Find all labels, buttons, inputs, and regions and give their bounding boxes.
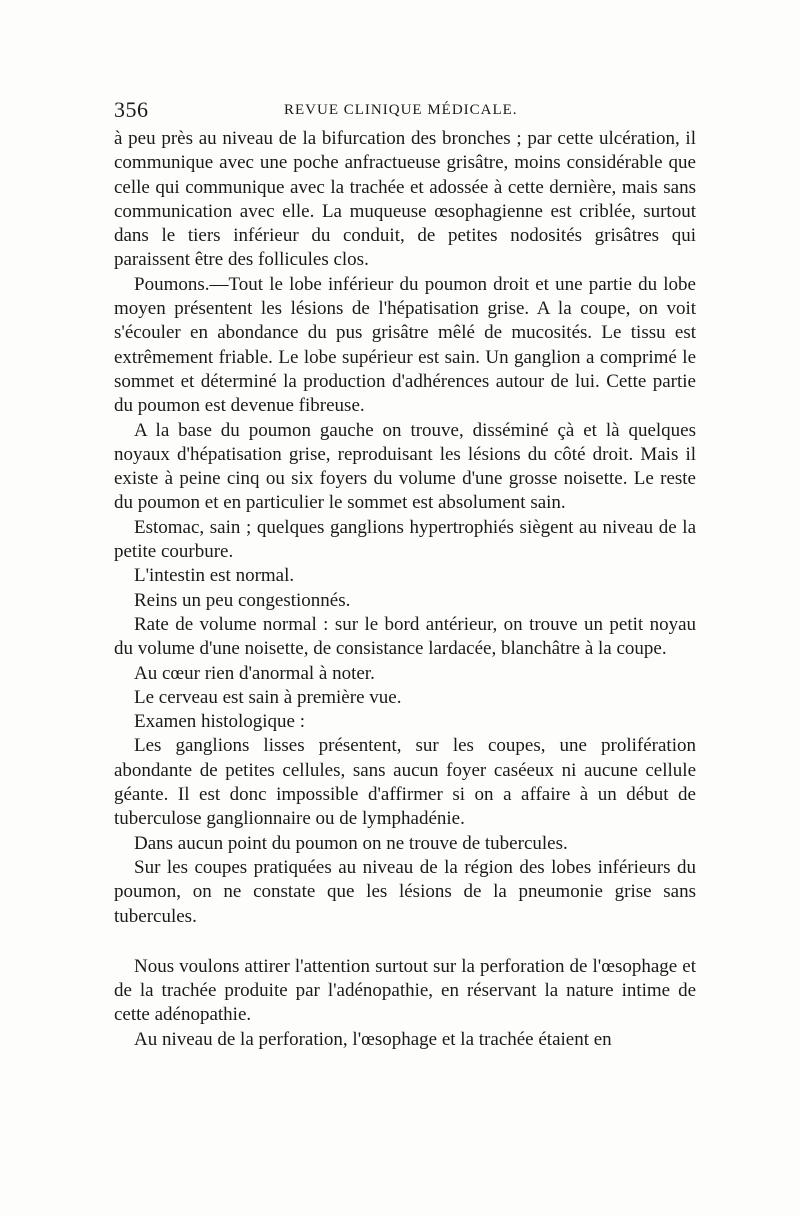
paragraph-rate: Rate de volume normal : sur le bord antérieur, on trouve un petit noyau du volume d'une noisette, de consistance lardacée, blanchâtre à la coupe. <box>114 613 696 660</box>
page-number: 356 <box>114 97 149 122</box>
paragraph-ganglions: Les ganglions lisses présentent, sur les coupes, une prolifération abondante de petites cellules, sans aucun foyer caséeux ni aucune cellule géante. Il est donc impossible d'affirmer si on a affaire à un début de tuberculose ganglionnaire ou de lymphadénie. <box>114 735 696 830</box>
paragraph-poumons: Poumons.—Tout le lobe inférieur du poumon droit et une partie du lobe moyen présentent les lésions de l'hépatisation grise. A la coupe, on voit s'écouler en abondance du pus grisâtre mêlé de mucosités. Le tissu est extrêmement friable. Le lobe supérieur est sain. Un ganglion a comprimé le sommet et déterminé la production d'adhérences autour de lui. Cette partie du poumon est devenue fibreuse. <box>114 273 696 417</box>
paragraph-perforation: Au niveau de la perforation, l'œsophage et la trachée étaient en <box>134 1028 612 1050</box>
paragraph-estomac: Estomac, sain ; quelques ganglions hypertrophiés siègent au niveau de la petite courbure. <box>114 516 696 563</box>
paragraph-cerveau: Le cerveau est sain à première vue. <box>134 686 402 708</box>
paragraph-poumon-gauche: A la base du poumon gauche on trouve, disséminé çà et là quelques noyaux d'hépatisation grise, reproduisant les lésions du côté droit. Mais il existe à peine cinq ou six foyers du volume d'une grosse noisette. Le reste du poumon et en particulier le sommet est absolument sain. <box>114 419 696 514</box>
paragraph-examen-heading: Examen histologique : <box>134 711 305 733</box>
paragraph-continuation: à peu près au niveau de la bifurcation des bronches ; par cette ulcération, il communique avec une poche anfractueuse grisâtre, moins considérable que celle qui communique avec la trachée et adossée à cette dernière, mais sans communication avec elle. La muqueuse œsophagienne est criblée, surtout dans le tiers inférieur du conduit, de petites nodosités grisâtres qui paraissent être des follicules clos. <box>114 128 696 271</box>
body-text <box>114 127 696 1052</box>
paragraph-tubercules: Dans aucun point du poumon on ne trouve de tubercules. <box>134 832 568 854</box>
page-header <box>114 97 694 125</box>
paragraph-coupes: Sur les coupes pratiquées au niveau de la région des lobes inférieurs du poumon, on ne constate que les lésions de la pneumonie grise sans tubercules. <box>114 856 696 927</box>
paragraph-attention: Nous voulons attirer l'attention surtout sur la perforation de l'œsophage et de la trachée produite par l'adénopathie, en réservant la nature intime de cette adénopathie. <box>114 955 696 1026</box>
paragraph-intestin: L'intestin est normal. <box>134 565 295 587</box>
running-head: REVUE CLINIQUE MÉDICALE. <box>284 102 518 118</box>
paragraph-reins: Reins un peu congestionnés. <box>134 589 351 611</box>
paragraph-coeur: Au cœur rien d'anormal à noter. <box>134 662 375 684</box>
